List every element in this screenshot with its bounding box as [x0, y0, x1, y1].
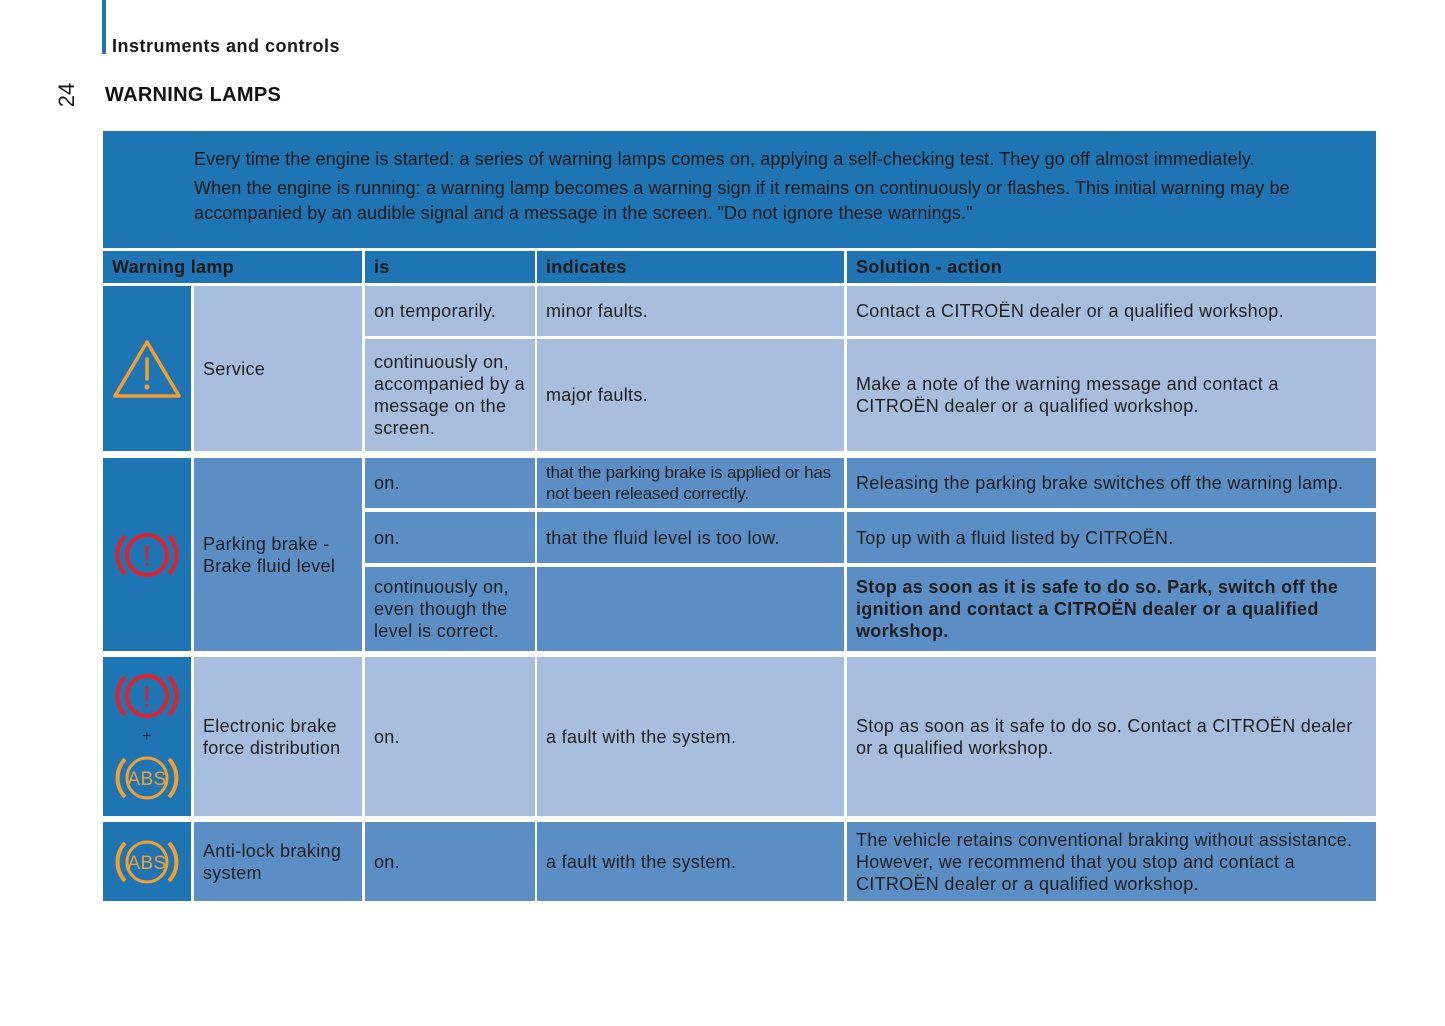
- page-number: 24: [54, 82, 79, 108]
- table-cell-is: on.: [365, 512, 535, 563]
- lamp-icon-cell: [103, 657, 191, 816]
- table-cell-indicates: a fault with the system.: [537, 657, 844, 816]
- lamp-name-ebd: Electronic brake force distribution: [194, 657, 362, 816]
- column-header-is: is: [365, 251, 535, 283]
- abs-icon: [112, 834, 182, 890]
- section-header-rule: [102, 0, 106, 54]
- brake-warning-icon: [112, 668, 182, 724]
- table-cell-is: on temporarily.: [365, 286, 535, 336]
- svg-text:!: !: [142, 680, 152, 714]
- table-cell-is: continuously on, accompanied by a message on the screen.: [365, 339, 535, 451]
- lamp-icon-cell: [103, 822, 191, 901]
- lamp-icon-cell: [103, 286, 191, 451]
- lamp-icon-cell: [103, 458, 191, 651]
- brake-warning-icon: [112, 527, 182, 583]
- abs-icon: [112, 750, 182, 806]
- table-cell-indicates: [537, 567, 844, 651]
- page-title: WARNING LAMPS: [105, 84, 282, 106]
- lamp-name-parking-brake: Parking brake - Brake fluid level: [194, 458, 362, 651]
- lamp-name-abs: Anti-lock braking system: [194, 822, 362, 901]
- table-cell-indicates: minor faults.: [537, 286, 844, 336]
- table-cell-action: The vehicle retains conventional braking without assistance. However, we recommend that you stop and contact a CITROËN dealer or a qualified workshop.: [847, 822, 1376, 901]
- column-header-solution-action: Solution - action: [847, 251, 1376, 283]
- table-cell-action: Releasing the parking brake switches off the warning lamp.: [847, 458, 1376, 508]
- table-cell-action: Stop as soon as it is safe to do so. Park, switch off the ignition and contact a CITROËN dealer or a qualified workshop.: [847, 567, 1376, 651]
- section-title: Instruments and controls: [112, 36, 341, 56]
- intro-paragraph-1: Every time the engine is started: a series of warning lamps comes on, applying a self-checking test. They go off almost immediately.: [194, 149, 1255, 169]
- table-cell-indicates: that the fluid level is too low.: [537, 512, 844, 563]
- table-cell-action: Top up with a fluid listed by CITROËN.: [847, 512, 1376, 563]
- table-cell-indicates: that the parking brake is applied or has not been released correctly.: [537, 458, 844, 508]
- icon-plus-joiner: +: [142, 727, 152, 745]
- table-cell-action: Make a note of the warning message and contact a CITROËN dealer or a qualified workshop.: [847, 339, 1376, 451]
- table-cell-action: Stop as soon as it safe to do so. Contact a CITROËN dealer or a qualified workshop.: [847, 657, 1376, 816]
- table-cell-is: continuously on, even though the level is correct.: [365, 567, 535, 651]
- table-cell-indicates: major faults.: [537, 339, 844, 451]
- svg-text:!: !: [142, 539, 152, 573]
- svg-text:ABS: ABS: [127, 852, 167, 874]
- table-cell-indicates: a fault with the system.: [537, 822, 844, 901]
- table-cell-action: Contact a CITROËN dealer or a qualified workshop.: [847, 286, 1376, 336]
- intro-paragraph-2: When the engine is running: a warning lamp becomes a warning sign if it remains on continuously or flashes. This initial warning may be accompanied by an audible signal and a message in the screen. "Do not ignore these warnings.": [194, 178, 1290, 223]
- intro-box: [103, 131, 1376, 248]
- column-header-warning-lamp: Warning lamp: [103, 251, 362, 283]
- column-header-indicates: indicates: [537, 251, 844, 283]
- table-cell-is: on.: [365, 657, 535, 816]
- lamp-name-service: Service: [194, 286, 362, 451]
- svg-text:ABS: ABS: [127, 768, 167, 790]
- table-cell-is: on.: [365, 458, 535, 508]
- service-warning-triangle-icon: [111, 337, 183, 401]
- table-cell-is: on.: [365, 822, 535, 901]
